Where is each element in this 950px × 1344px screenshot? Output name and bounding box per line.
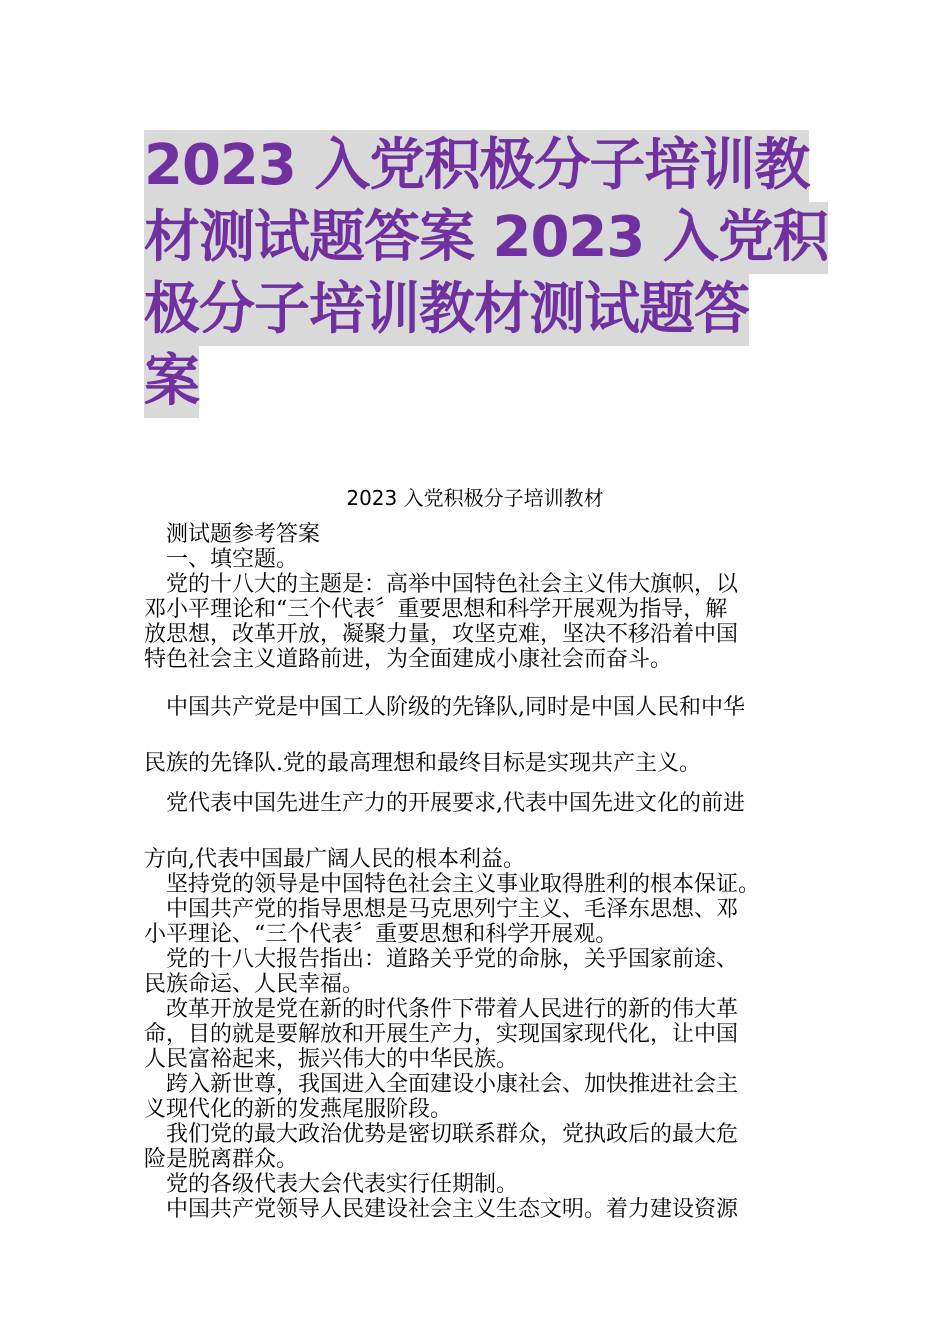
text-line: 险是脱离群众。 — [144, 1147, 299, 1172]
paragraph-theme — [144, 572, 810, 672]
text-line: 放思想，改革开放，凝聚力量，攻坚克难，坚决不移沿着中国 — [144, 622, 739, 647]
paragraph-report — [144, 947, 810, 997]
paragraph-leadership: 坚持党的领导是中国特色社会主义事业取得胜利的根本保证。 — [166, 872, 761, 897]
text-line: 党的十八大的主题是：高举中国特色社会主义伟大旗帜，以 — [166, 572, 739, 597]
text-line: 命，目的就是要解放和开展生产力，实现国家现代化，让中国 — [144, 1022, 739, 1047]
text-line: 民族的先锋队.党的最高理想和最终目标是实现共产主义。 — [144, 751, 701, 776]
section-heading: 一、填空题。 — [166, 547, 299, 572]
text-line: 改革开放是党在新的时代条件下带着人民进行的新的伟大革 — [166, 997, 739, 1022]
text-line: 中国共产党是中国工人阶级的先锋队,同时是中国人民和中华 — [166, 695, 745, 720]
title-line: 材测试题答案 2023 入党积 — [144, 202, 828, 274]
title-line: 案 — [144, 346, 199, 418]
paragraph-new-century — [144, 1072, 810, 1122]
text-line: 方向,代表中国最广阔人民的根本利益。 — [144, 847, 525, 872]
text-line: 民族命运、人民幸福。 — [144, 972, 365, 997]
title-line: 极分子培训教材测试题答 — [144, 274, 749, 346]
text-line: 党的十八大报告指出：道路关乎党的命脉，关乎国家前途、 — [166, 947, 739, 972]
text-line: 中国共产党的指导思想是马克思列宁主义、毛泽东思想、邓 — [166, 897, 739, 922]
text-line: 义现代化的新的发燕尾服阶段。 — [144, 1097, 453, 1122]
paragraph-term-system: 党的各级代表大会代表实行任期制。 — [166, 1172, 519, 1197]
text-line: 党代表中国先进生产力的开展要求,代表中国先进文化的前进 — [166, 791, 745, 816]
document-title — [144, 130, 828, 418]
title-line: 2023 入党积极分子培训教 — [144, 130, 809, 202]
answer-heading: 测试题参考答案 — [166, 522, 321, 547]
text-line: 特色社会主义道路前进，为全面建成小康社会而奋斗。 — [144, 647, 673, 672]
paragraph-reform — [144, 997, 810, 1072]
paragraph-guiding-thought — [144, 897, 810, 947]
text-line: 人民富裕起来，振兴伟大的中华民族。 — [144, 1047, 519, 1072]
paragraph-ecology: 中国共产党领导人民建设社会主义生态文明。着力建设资源 — [166, 1197, 739, 1222]
paragraph-masses — [144, 1122, 810, 1172]
text-line: 跨入新世尊，我国进入全面建设小康社会、加快推进社会主 — [166, 1072, 739, 1097]
text-line: 小平理论、“三个代表〞重要思想和科学开展观。 — [144, 922, 618, 947]
text-line: 邓小平理论和“三个代表〞重要思想和科学开展观为指导，解 — [144, 597, 728, 622]
text-line: 我们党的最大政治优势是密切联系群众，党执政后的最大危 — [166, 1122, 739, 1147]
document-subtitle: 2023 入党积极分子培训教材 — [346, 486, 604, 510]
